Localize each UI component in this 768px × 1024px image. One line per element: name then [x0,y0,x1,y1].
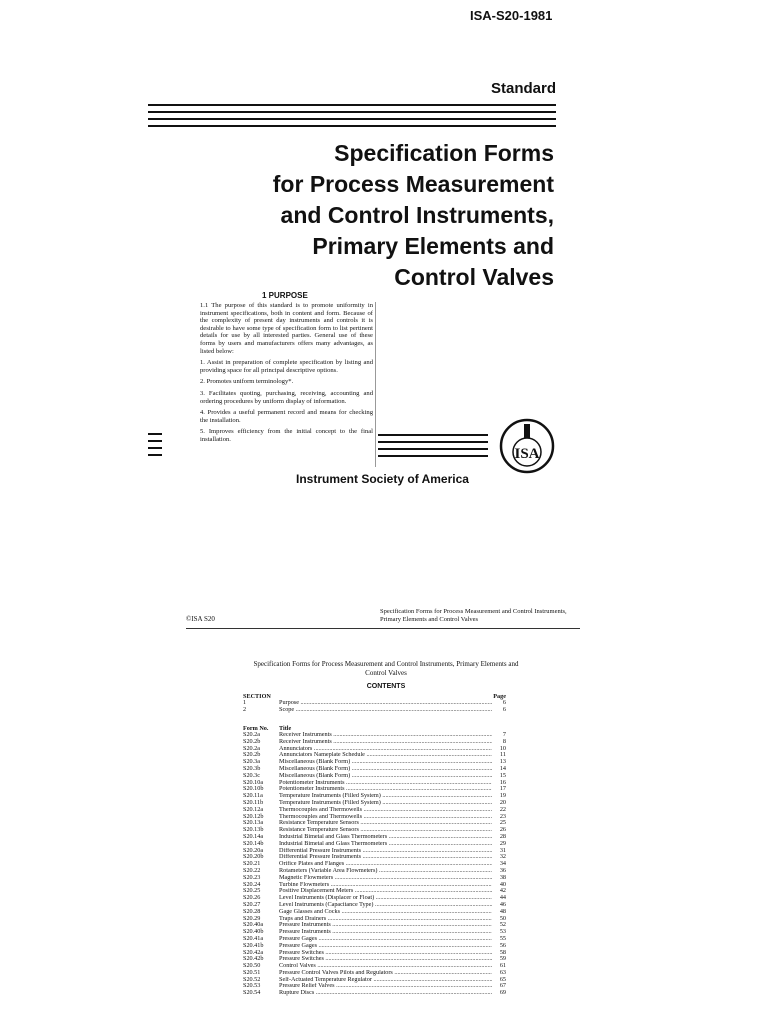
form-no: S20.42b [243,955,264,963]
form-page: 7 [492,732,506,739]
purpose-paragraph: 3. Facilitates quoting, purchasing, receiving, accounting and ordering procedures by uniform display of information. [200,389,373,405]
form-page: 58 [492,950,506,957]
title-line: Specification Forms [334,140,554,166]
title-line: for Process Measurement [272,171,554,197]
form-no: S20.14b [243,839,264,847]
form-title-label: Title [279,725,292,732]
form-no: S20.40b [243,928,264,936]
form-title: Pressure Instruments ..... [279,929,492,936]
form-page: 69 [492,990,506,997]
form-no: S20.50 [243,962,261,970]
table-row [243,902,506,909]
form-page: 19 [492,793,506,800]
section-no: 2 [243,705,247,713]
form-no: S20.2a [243,731,261,738]
form-title: Turbine Flowmeters ..... [279,882,492,889]
section-no: 1 [243,699,247,706]
purpose-text [200,302,373,448]
form-no: S20.11b [243,798,264,806]
form-page: 44 [492,895,506,902]
table-row [243,800,506,807]
table-row [243,977,506,984]
form-page: 8 [492,739,506,746]
form-page: 61 [492,963,506,970]
table-row [243,929,506,936]
contents-heading: CONTENTS [366,683,406,690]
form-no: S20.41b [243,941,264,949]
form-no: S20.13a [243,819,264,827]
forms-list [243,725,506,997]
form-title: Pressure Relief Valves ..... [279,983,492,990]
form-title: Potentiometer Instruments ..... [279,786,492,793]
table-row [243,956,506,963]
form-page: 67 [492,983,506,990]
form-title: Receiver Instruments ..... [279,739,492,746]
table-row [243,922,506,929]
form-no: S20.51 [243,968,261,976]
table-row [243,841,506,848]
table-row [243,834,506,841]
form-page: 15 [492,773,506,780]
table-row [243,739,506,746]
table-row [243,916,506,923]
table-row [243,943,506,950]
table-row [243,827,506,834]
form-title: Thermocouples and Thermowells ..... [279,807,492,814]
form-no: S20.29 [243,914,261,922]
isa-logo-icon [499,418,555,474]
form-title: Annunciators Nameplate Schedule ..... [279,752,492,759]
form-page: 52 [492,922,506,929]
form-no: S20.23 [243,873,261,881]
form-no: S20.3a [243,758,261,766]
section-page: 6 [492,700,506,707]
form-title: Differential Pressure Instruments ..... [279,854,492,861]
form-title: Miscellaneous (Blank Form) ..... [279,759,492,766]
form-no: S20.20b [243,853,264,861]
table-row [243,848,506,855]
table-row [243,786,506,793]
purpose-paragraph: 1.1 The purpose of this standard is to promote uniformity in instrument specifications, both in content and form. Because of the complexity of present day instruments and controls it is desirable to have some type of specification form to list pertinent details for use by all interested parties. General use of these forms by users and manufacturers offers many advantages, as listed below: [200,302,373,355]
table-row [243,766,506,773]
table-row [243,895,506,902]
form-page: 11 [492,752,506,759]
form-title: Temperature Instruments (Filled System) ..... [279,793,492,800]
form-no: S20.26 [243,894,261,902]
title-line: Control Valves [394,264,554,290]
table-row [243,752,506,759]
purpose-paragraph: 2. Promotes uniform terminology*. [200,378,294,386]
purpose-paragraph: 5. Improves efficiency from the initial concept to the final installation. [200,428,373,443]
form-page: 31 [492,848,506,855]
form-title: Level Instruments (Capacitance Type) ..... [279,902,492,909]
form-no: S20.24 [243,880,261,888]
table-row [243,814,506,821]
form-page: 20 [492,800,506,807]
form-title: Temperature Instruments (Filled System) ..... [279,800,492,807]
table-row [243,888,506,895]
title-line: and Control Instruments, [280,202,554,228]
form-no: S20.22 [243,866,261,874]
form-page: 40 [492,882,506,889]
form-title: Pressure Gages ..... [279,943,492,950]
section-title: Purpose ..... [279,700,492,707]
table-row [243,882,506,889]
form-title: Resistance Temperature Sensors ..... [279,827,492,834]
table-row [243,854,506,861]
form-no: S20.54 [243,989,261,997]
form-page: 42 [492,888,506,895]
form-title: Receiver Instruments ..... [279,732,492,739]
form-page: 36 [492,868,506,875]
table-row [243,746,506,753]
form-title: Industrial Bimetal and Glass Thermometers ..... [279,841,492,848]
section-page: 6 [492,707,506,714]
form-title: Traps and Drainers ..... [279,916,492,923]
form-title: Magnetic Flowmeters ..... [279,875,492,882]
form-page: 48 [492,909,506,916]
running-head: Specification Forms for Process Measurement and Control Instruments, Primary Elements and Control Valves [380,608,567,623]
form-page: 16 [492,780,506,787]
table-row [243,793,506,800]
form-title: Pressure Instruments ..... [279,922,492,929]
table-row [243,990,506,997]
table-row [243,820,506,827]
document-number: ISA-S20-1981 [470,8,553,23]
table-row [243,909,506,916]
table-row [243,759,506,766]
form-title: Pressure Switches ..... [279,956,492,963]
form-title: Gage Glasses and Cocks ..... [279,909,492,916]
copyright-notice: ©ISA S20 [186,615,215,623]
form-no: S20.12b [243,812,264,820]
section-title: Scope ..... [279,707,492,714]
form-title: Pressure Switches ..... [279,950,492,957]
table-row [243,875,506,882]
form-title: Positive Displacement Meters ..... [279,888,492,895]
form-page: 29 [492,841,506,848]
form-no: S20.2b [243,737,261,745]
form-page: 65 [492,977,506,984]
form-page: 17 [492,786,506,793]
form-page: 26 [492,827,506,834]
society-name: Instrument Society of America [296,472,469,486]
table-row [243,861,506,868]
form-no: S20.27 [243,900,261,908]
form-page: 28 [492,834,506,841]
form-page: 25 [492,820,506,827]
form-page: 13 [492,759,506,766]
form-title: Control Valves ..... [279,963,492,970]
form-title: Potentiometer Instruments ..... [279,780,492,787]
table-row [243,732,506,739]
form-page: 46 [492,902,506,909]
form-title: Resistance Temperature Sensors ..... [279,820,492,827]
form-title: Miscellaneous (Blank Form) ..... [279,773,492,780]
table-row [243,868,506,875]
table-row [243,700,506,707]
form-title: Orifice Plates and Flanges ..... [279,861,492,868]
form-no: S20.41a [243,934,264,942]
header-rules [148,104,556,132]
column-divider [375,302,376,467]
form-page: 56 [492,943,506,950]
form-no: S20.2a [243,744,261,752]
form-title: Self-Actuated Temperature Regulator ..... [279,977,492,984]
form-no: S20.53 [243,982,261,990]
table-row [243,780,506,787]
form-title: Differential Pressure Instruments ..... [279,848,492,855]
form-page: 38 [492,875,506,882]
form-page: 55 [492,936,506,943]
left-rule-bars [148,433,162,461]
form-page: 22 [492,807,506,814]
form-page: 53 [492,929,506,936]
title-line: Primary Elements and [312,233,554,259]
form-page: 14 [492,766,506,773]
table-row [243,707,506,714]
form-no: S20.25 [243,887,261,895]
form-page: 23 [492,814,506,821]
form-no: S20.13b [243,826,264,834]
form-title: Rotameters (Variable Area Flowmeters) ..... [279,868,492,875]
form-page: 50 [492,916,506,923]
table-row [243,983,506,990]
form-no: S20.10a [243,778,264,786]
form-no: S20.42a [243,948,264,956]
form-page: 59 [492,956,506,963]
table-row [243,963,506,970]
form-title: Industrial Bimetal and Glass Thermometers ..... [279,834,492,841]
form-no: S20.20a [243,846,264,854]
form-no: S20.3c [243,771,261,779]
form-page: 10 [492,746,506,753]
form-no: S20.28 [243,907,261,915]
form-page: 63 [492,970,506,977]
section-header [243,693,506,700]
section-list [243,693,506,714]
form-no: S20.21 [243,860,261,868]
form-title: Pressure Control Valves Pilots and Regulators ..... [279,970,492,977]
table-row [243,970,506,977]
purpose-paragraph: 4. Provides a useful permanent record and means for checking the installation. [200,409,373,424]
standard-label: Standard [490,80,556,97]
form-no: S20.2b [243,751,261,759]
table-row [243,936,506,943]
page-label: Page [493,693,506,700]
purpose-heading: 1 PURPOSE [262,291,308,300]
form-no: S20.10b [243,785,264,793]
form-no: S20.40a [243,921,264,929]
forms-header [243,725,506,732]
form-title: Thermocouples and Thermowells ..... [279,814,492,821]
form-title: Rupture Discs ..... [279,990,492,997]
form-no: S20.11a [243,792,263,800]
form-title: Annunciators ..... [279,746,492,753]
svg-text:ISA: ISA [514,446,540,462]
middle-rule-bars [378,434,488,462]
form-no: S20.52 [243,975,261,983]
form-no: S20.12a [243,805,264,813]
toc-title: Specification Forms for Process Measurement and Control Instruments, Primary Elements and Control Valves [253,660,519,677]
form-title: Level Instruments (Displacer or Float) ..... [279,895,492,902]
form-no: S20.3b [243,764,261,772]
purpose-paragraph: 1. Assist in preparation of complete specification by listing and providing space for all principal descriptive options. [200,359,373,374]
table-row [243,950,506,957]
running-head-rule [186,628,580,629]
section-label: SECTION [243,693,271,700]
form-page: 32 [492,854,506,861]
table-row [243,773,506,780]
table-row [243,807,506,814]
document-title [273,138,554,293]
form-no: S20.14a [243,832,264,840]
form-page: 34 [492,861,506,868]
form-no-label: Form No. [243,725,269,732]
form-title: Pressure Gages ..... [279,936,492,943]
form-title: Miscellaneous (Blank Form) ..... [279,766,492,773]
